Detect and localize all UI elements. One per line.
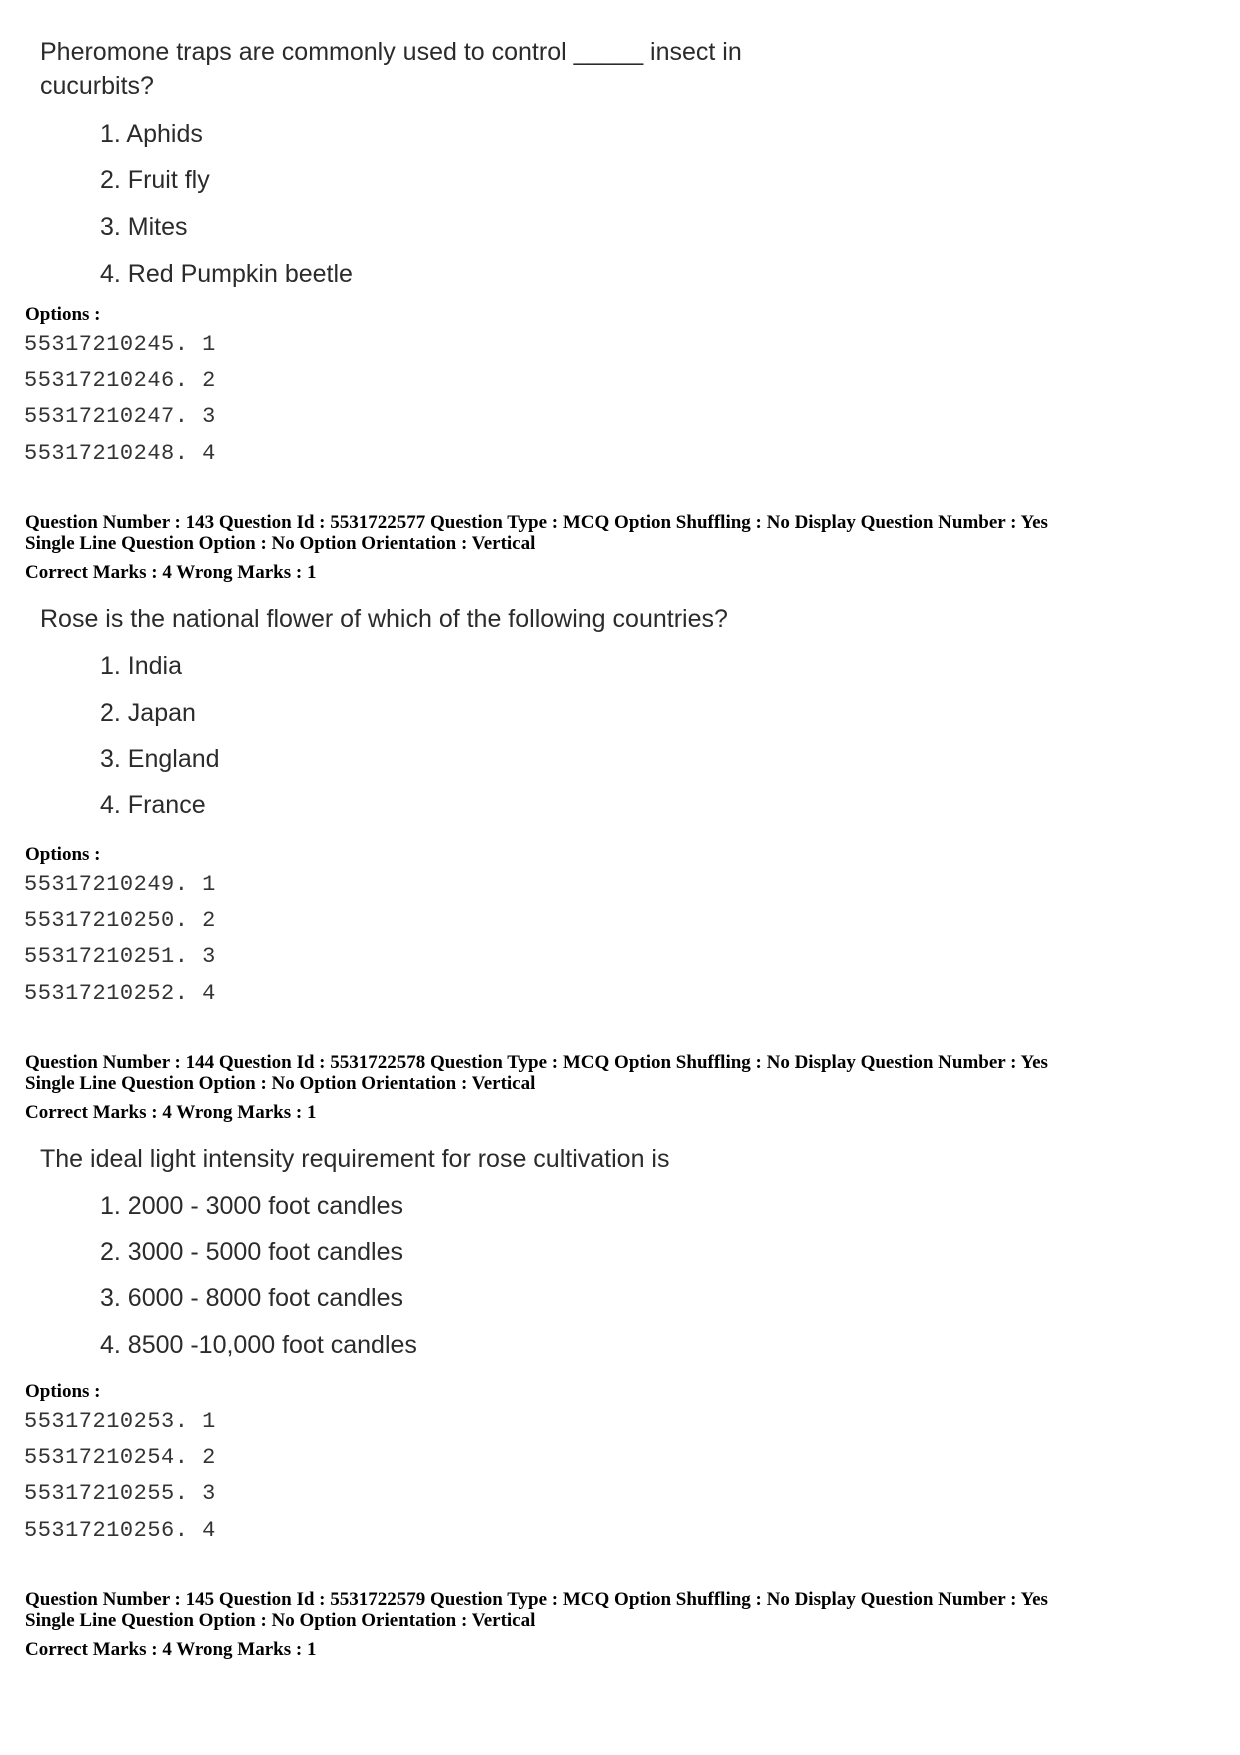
option-id: 55317210255. 3 <box>24 1481 216 1506</box>
question-meta: Single Line Question Option : No Option Orientation : Vertical <box>25 533 536 554</box>
options-label: Options : <box>25 304 101 325</box>
option-id: 55317210248. 4 <box>24 441 216 466</box>
option-id: 55317210250. 2 <box>24 908 216 933</box>
answer-choice: 2. 3000 - 5000 foot candles <box>100 1238 404 1266</box>
answer-choice: 3. England <box>100 745 220 773</box>
question-marks: Correct Marks : 4 Wrong Marks : 1 <box>25 1639 317 1660</box>
option-id: 55317210254. 2 <box>24 1445 216 1470</box>
option-id: 55317210253. 1 <box>24 1409 216 1434</box>
question-meta: Single Line Question Option : No Option Orientation : Vertical <box>25 1610 536 1631</box>
answer-choice: 2. Japan <box>100 699 196 727</box>
answer-choice: 4. 8500 -10,000 foot candles <box>100 1331 417 1359</box>
question-meta: Question Number : 145 Question Id : 5531722579 Question Type : MCQ Option Shuffling : No Display Question Number : Yes <box>25 1589 1048 1610</box>
question-meta: Single Line Question Option : No Option Orientation : Vertical <box>25 1073 536 1094</box>
answer-choice: 3. 6000 - 8000 foot candles <box>100 1284 404 1312</box>
option-id: 55317210256. 4 <box>24 1518 216 1543</box>
answer-choice: 4. France <box>100 791 206 819</box>
answer-choice: 3. Mites <box>100 213 188 241</box>
answer-choice: 4. Red Pumpkin beetle <box>100 260 353 288</box>
answer-choice: 1. 2000 - 3000 foot candles <box>100 1192 404 1220</box>
question-text-line: The ideal light intensity requirement for rose cultivation is <box>40 1145 670 1173</box>
question-marks: Correct Marks : 4 Wrong Marks : 1 <box>25 562 317 583</box>
options-label: Options : <box>25 1381 101 1402</box>
option-id: 55317210249. 1 <box>24 872 216 897</box>
option-id: 55317210245. 1 <box>24 332 216 357</box>
options-label: Options : <box>25 844 101 865</box>
option-id: 55317210246. 2 <box>24 368 216 393</box>
question-marks: Correct Marks : 4 Wrong Marks : 1 <box>25 1102 317 1123</box>
question-meta: Question Number : 143 Question Id : 5531722577 Question Type : MCQ Option Shuffling : No Display Question Number : Yes <box>25 512 1048 533</box>
question-text-line: Pheromone traps are commonly used to control _____ insect in <box>40 38 742 66</box>
option-id: 55317210251. 3 <box>24 944 216 969</box>
option-id: 55317210252. 4 <box>24 981 216 1006</box>
answer-choice: 2. Fruit fly <box>100 166 210 194</box>
option-id: 55317210247. 3 <box>24 404 216 429</box>
question-meta: Question Number : 144 Question Id : 5531722578 Question Type : MCQ Option Shuffling : No Display Question Number : Yes <box>25 1052 1048 1073</box>
answer-choice: 1. Aphids <box>100 120 203 148</box>
question-text-line: Rose is the national flower of which of the following countries? <box>40 605 728 633</box>
question-text-line: cucurbits? <box>40 72 154 100</box>
answer-choice: 1. India <box>100 652 183 680</box>
